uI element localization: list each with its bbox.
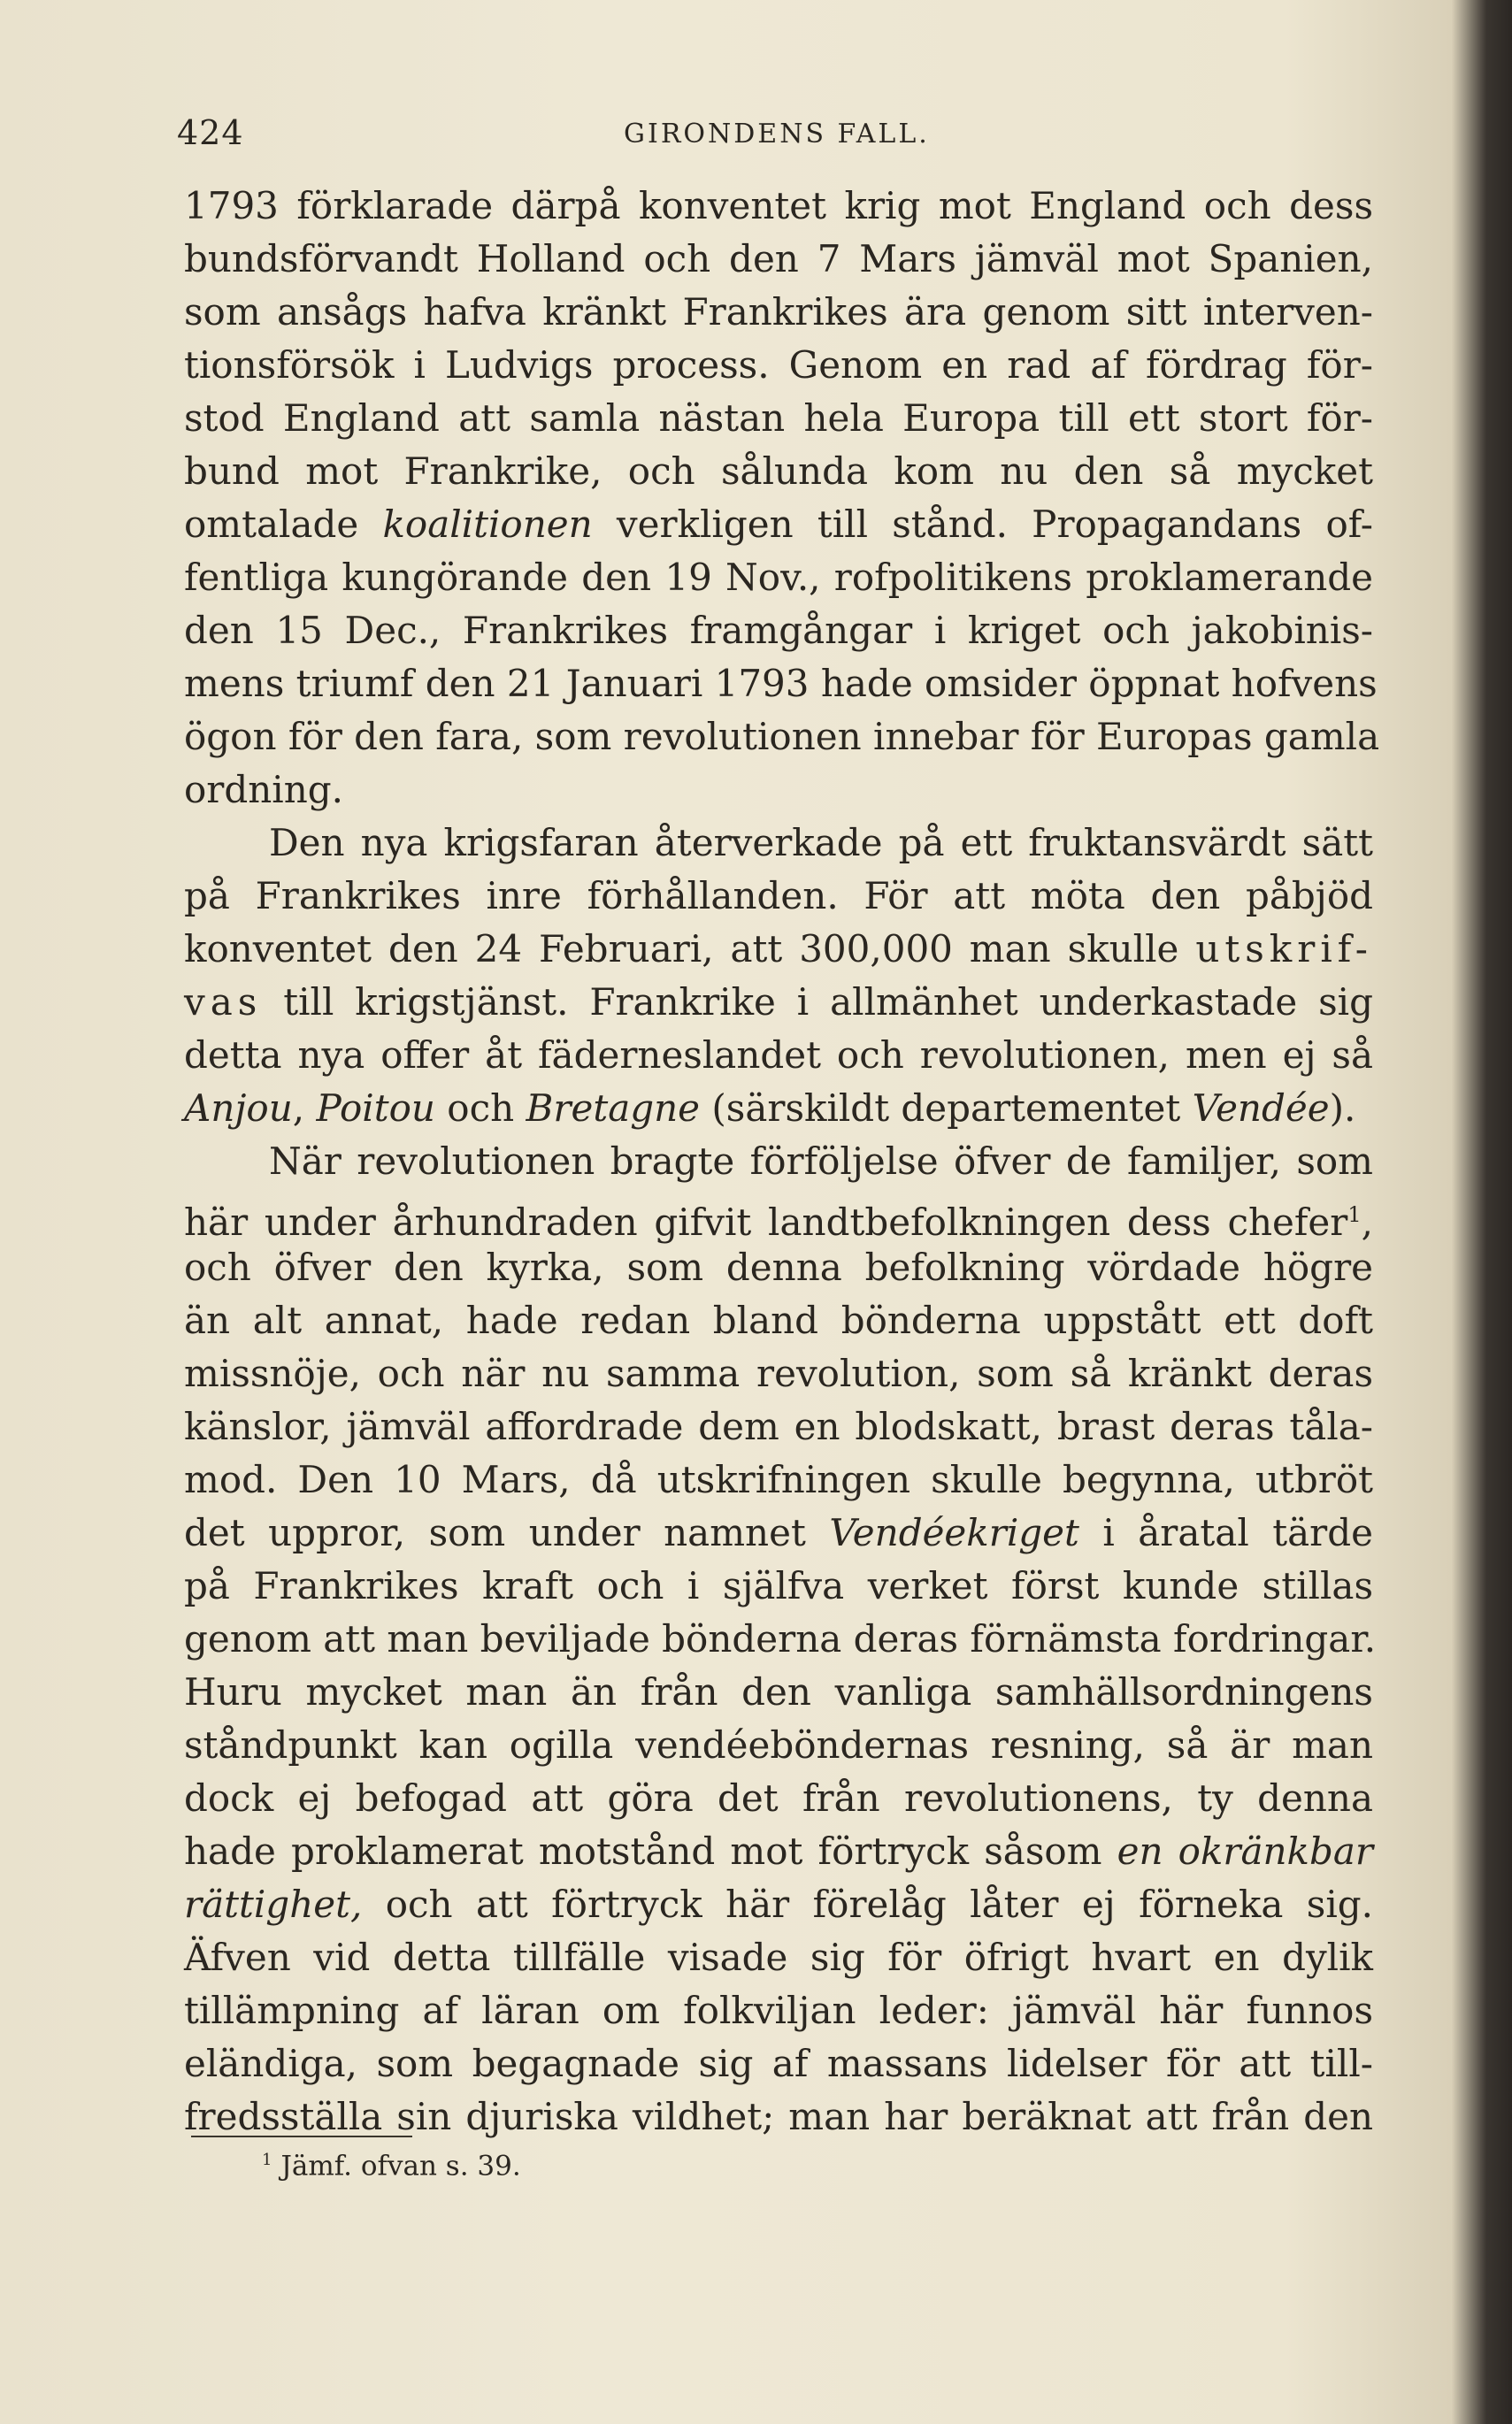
text-run: eländiga, som begagnade sig af massans lidelser för att till- [184, 2042, 1373, 2085]
footnote-rule [191, 2136, 412, 2137]
text-run: fentliga kungörande den 19 Nov., rofpolitikens proklamerande [184, 556, 1373, 599]
text-run: bund mot Frankrike, och sålunda kom nu den så mycket [184, 449, 1373, 493]
text-run: tionsförsök i Ludvigs process. Genom en rad af fördrag för- [184, 343, 1373, 387]
text-line [184, 1400, 1373, 1454]
page-header [177, 113, 1380, 166]
text-line: konventet den 24 Februari, att 300,000 man skulle utskrif- [184, 927, 1373, 970]
text-run: på Frankrikes inre förhållanden. För att möta den påbjöd [184, 874, 1373, 917]
text-line [184, 1878, 1373, 1931]
text-run: här under århundraden gifvit landtbefolkningen dess chefer [184, 1200, 1348, 1244]
text-line [184, 1825, 1373, 1878]
text-line [184, 1241, 1373, 1294]
spaced-word: utskrif- [1195, 927, 1373, 970]
text-run: mod. Den 10 Mars, då utskrifningen skulle begynna, utbröt [184, 1458, 1373, 1501]
text-run: mens triumf den 21 Januari 1793 hade omsider öppnat hofvens [184, 662, 1378, 705]
text-run: verkligen till stånd. Propagandans of- [592, 502, 1373, 546]
text-run: Den nya krigsfaran återverkade på ett fruktansvärdt sätt [269, 821, 1373, 864]
text-line [184, 604, 1373, 657]
text-line [184, 286, 1373, 339]
text-line [184, 1560, 1373, 1613]
text-run: dock ej befogad att göra det från revolutionens, ty denna [184, 1776, 1373, 1820]
text-line [184, 1082, 1373, 1135]
footnote [262, 2139, 521, 2187]
text-run: som ansågs hafva kränkt Frankrikes ära genom sitt interven- [184, 290, 1373, 334]
text-line [184, 1666, 1373, 1719]
text-line [184, 1984, 1373, 2037]
text-run: än alt annat, hade redan bland bönderna uppstått ett doft [184, 1299, 1373, 1342]
text-run: Huru mycket man än från den vanliga samhällsordningens [184, 1670, 1373, 1714]
text-line [184, 2037, 1373, 2090]
text-run: känslor, jämväl affordrade dem en blodskatt, brast deras tåla- [184, 1405, 1373, 1448]
text-run: och öfver den kyrka, som denna befolkning vördade högre [184, 1246, 1373, 1289]
text-run: bundsförvandt Holland och den 7 Mars jämväl mot Spanien, [184, 237, 1373, 280]
text-run: ögon för den fara, som revolutionen innebar för Europas gamla [184, 715, 1380, 758]
running-head: GIRONDENS FALL. [624, 119, 930, 150]
text-line [184, 498, 1373, 551]
text-line [184, 1454, 1373, 1507]
spaced-word: vas [184, 980, 263, 1024]
text-line [184, 392, 1373, 445]
footnote-text: Jämf. ofvan s. 39. [280, 2150, 521, 2182]
text-line [184, 445, 1373, 498]
text-line [184, 1719, 1373, 1772]
text-run: ). [1329, 1086, 1356, 1130]
text-run: genom att man beviljade bönderna deras förnämsta fordringar. [184, 1617, 1377, 1661]
text-run: det uppror, som under namnet [184, 1511, 830, 1554]
italic-term: Anjou [184, 1086, 293, 1130]
text-run: och att förtryck här förelåg låter ej förneka sig. [362, 1883, 1373, 1926]
italic-term: Vendée [1192, 1086, 1330, 1130]
italic-term: Bretagne [526, 1086, 701, 1130]
text-line [184, 1772, 1373, 1825]
text-run: ståndpunkt kan ogilla vendéeböndernas resning, så är man [184, 1723, 1373, 1767]
text-line [184, 817, 1373, 870]
text-line: vas till krigstjänst. Frankrike i allmänhet underkastade sig [184, 980, 1373, 1024]
italic-term: Poitou [316, 1086, 435, 1130]
italic-term: koalitionen [382, 502, 593, 546]
text-line [184, 180, 1373, 233]
text-run: missnöje, och när nu samma revolution, som så kränkt deras [184, 1352, 1373, 1395]
text-line [184, 1613, 1377, 1666]
text-line [184, 339, 1373, 392]
text-run: ordning. [184, 768, 344, 811]
text-line [184, 1931, 1373, 1984]
text-run: och [434, 1086, 526, 1130]
italic-term: rättighet, [184, 1883, 363, 1926]
text-line [184, 551, 1373, 604]
text-run: , [1361, 1200, 1373, 1244]
text-line [184, 233, 1373, 286]
text-line [184, 1294, 1373, 1347]
italic-term: en okränkbar [1117, 1830, 1373, 1873]
text-run: på Frankrikes kraft och i själfva verket först kunde stillas [184, 1564, 1373, 1607]
text-run: fredsställa sin djuriska vildhet; man har beräknat att från den [184, 2095, 1373, 2138]
text-run: i åratal tärde [1078, 1511, 1373, 1554]
footnote-marker: 1 [262, 2151, 272, 2169]
text-run: stod England att samla nästan hela Europa till ett stort för- [184, 396, 1373, 440]
body-text [184, 180, 1380, 2144]
text-run: , [292, 1086, 317, 1130]
text-line [184, 710, 1380, 763]
text-run: (särskildt departementet [700, 1086, 1193, 1130]
text-line [184, 1188, 1373, 1244]
text-run: När revolutionen bragte förföljelse öfver de familjer, som [269, 1139, 1373, 1183]
italic-term: Vendéekriget [829, 1511, 1079, 1554]
text-run: hade proklamerat motstånd mot förtryck såsom [184, 1830, 1117, 1873]
text-line [184, 1029, 1373, 1082]
text-run: detta nya offer åt fäderneslandet och revolutionen, men ej så [184, 1033, 1373, 1077]
text-line [184, 657, 1378, 710]
text-run: omtalade [184, 502, 383, 546]
text-run: Äfven vid detta tillfälle visade sig för öfrigt hvart en dylik [184, 1936, 1373, 1979]
text-line [184, 870, 1373, 923]
page-number: 424 [177, 113, 244, 152]
text-run: den 15 Dec., Frankrikes framgångar i kriget och jakobinis- [184, 609, 1373, 652]
text-line [184, 1507, 1373, 1560]
text-line [184, 763, 1373, 817]
text-line [184, 1347, 1373, 1400]
footnote-reference: 1 [1347, 1202, 1362, 1227]
text-line [184, 1135, 1373, 1188]
text-run: 1793 förklarade därpå konventet krig mot England och dess [184, 184, 1373, 227]
text-run: tillämpning af läran om folkviljan leder: jämväl här funnos [184, 1989, 1373, 2032]
